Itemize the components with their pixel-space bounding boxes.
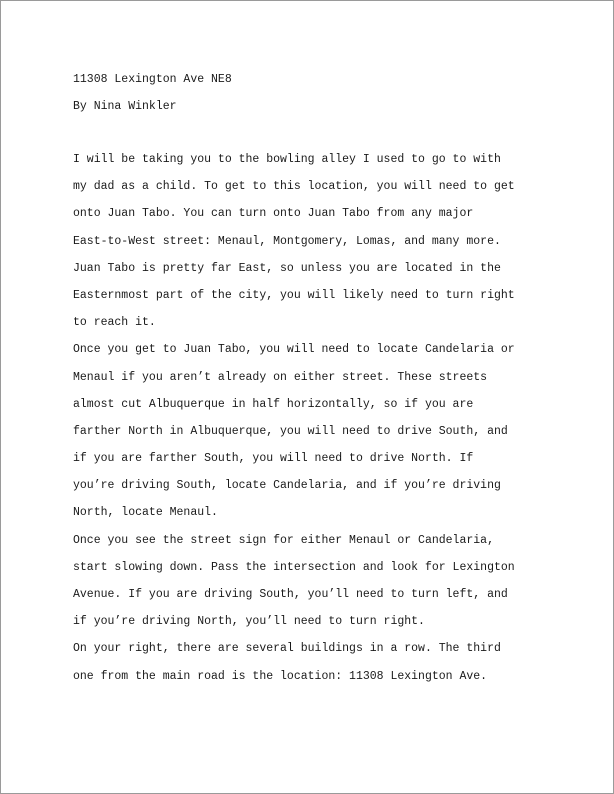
body-line: if you’re driving North, you’ll need to turn right. [73,615,425,629]
body-line: Avenue. If you are driving South, you’ll need to turn left, and [73,588,508,601]
body-line: one from the main road is the location: 11308 Lexington Ave. [73,669,488,683]
body-text [73,153,515,697]
body-line: my dad as a child. To get to this location, you will need to get [73,180,515,194]
body-line: if you are farther South, you will need to drive North. If [73,452,474,466]
document-title: 11308 Lexington Ave NE8 [73,73,232,86]
body-line: Easternmost part of the city, you will likely need to turn right [73,288,515,302]
body-line: start slowing down. Pass the intersection and look for Lexington [73,560,515,574]
body-line: onto Juan Tabo. You can turn onto Juan Tabo from any major [73,207,474,221]
body-line: Menaul if you aren’t already on either street. These streets [73,370,488,384]
body-line: farther North in Albuquerque, you will need to drive South, and [73,424,508,438]
body-line: Juan Tabo is pretty far East, so unless you are located in the [73,261,501,275]
body-line: Once you get to Juan Tabo, you will need to locate Candelaria or [73,343,515,357]
body-line: you’re driving South, locate Candelaria, and if you’re driving [73,479,501,493]
body-line: East-to-West street: Menaul, Montgomery, Lomas, and many more. [73,234,501,248]
body-line: almost cut Albuquerque in half horizontally, so if you are [73,397,474,411]
body-line: Once you see the street sign for either Menaul or Candelaria, [73,533,494,547]
body-line: On your right, there are several buildings in a row. The third [73,642,501,656]
author-byline: By Nina Winkler [73,100,177,113]
body-line: North, locate Menaul. [73,506,218,520]
body-line: to reach it. [73,316,156,330]
body-line: I will be taking you to the bowling alley I used to go to with [73,153,501,166]
